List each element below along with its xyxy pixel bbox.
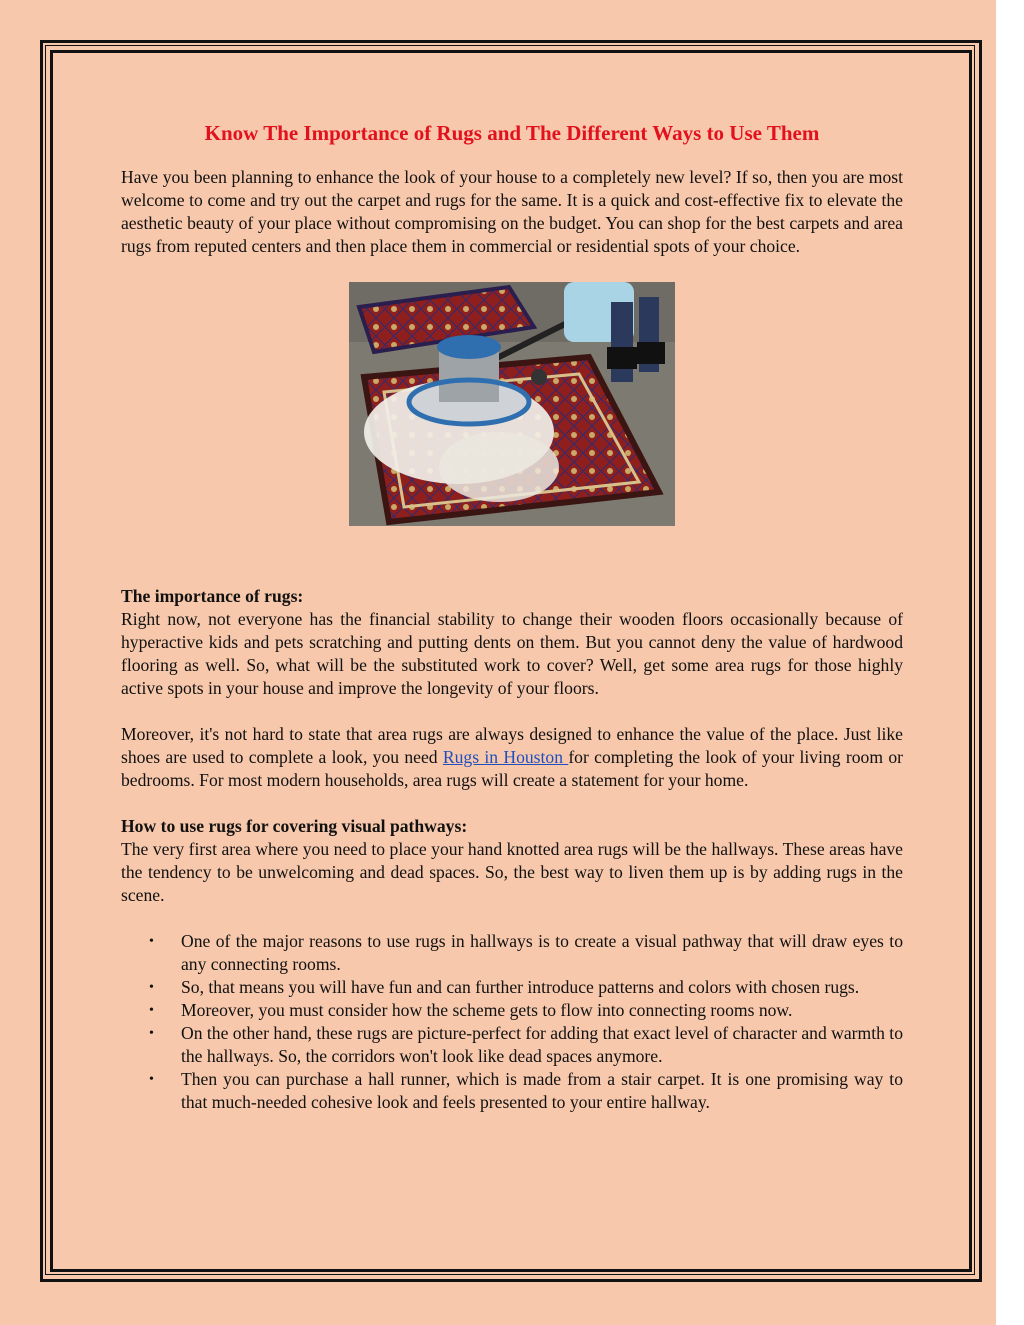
section-heading-pathways: How to use rugs for covering visual pathways: <box>121 816 468 836</box>
list-item: • One of the major reasons to use rugs in hallways is to create a visual pathway that will draw eyes to any connecting rooms. <box>149 931 903 974</box>
rug-cleaning-icon <box>349 282 675 526</box>
bullet-icon: • <box>149 1003 154 1018</box>
pathways-paragraph: The very first area where you need to place your hand knotted area rugs will be the hallways. These areas have the tendency to be unwelcoming and dead spaces. So, the best way to liven them up is by adding rugs in the scene. <box>121 839 903 905</box>
statement-paragraph <box>121 723 903 792</box>
list-item: • Moreover, you must consider how the scheme gets to flow into connecting rooms now. <box>149 1000 793 1020</box>
list-item: • Then you can purchase a hall runner, which is made from a stair carpet. It is one promising way to that much-needed cohesive look and feels presented to your entire hallway. <box>149 1069 903 1112</box>
rug-cleaning-photo <box>121 282 903 562</box>
intro-paragraph: Have you been planning to enhance the look of your house to a completely new level? If so, then you are most welcome to come and try out the carpet and rugs for the same. It is a quick and cost-effective fix to elevate the aesthetic beauty of your place without compromising on the budget. You can shop for the best carpets and area rugs from reputed centers and then place them in commercial or residential spots of your choice. <box>121 167 903 256</box>
hallway-tips-list <box>121 930 903 1114</box>
list-item: • On the other hand, these rugs are picture-perfect for adding that exact level of character and warmth to the hallways. So, the corridors won't look like dead spaces anymore. <box>149 1023 903 1066</box>
rugs-in-houston-link[interactable]: Rugs in Houston <box>442 747 569 767</box>
section-heading-importance: The importance of rugs: <box>121 586 304 606</box>
document-body <box>121 118 903 1114</box>
statement-text-after: for completing the look of your living room or bedrooms. For most modern households, area rugs will create a statement for your home. <box>121 747 903 790</box>
statement-text-before: Moreover, it's not hard to state that area rugs are always designed to enhance the value of the place. Just like shoes are used to complete a look, you need <box>121 724 903 767</box>
importance-paragraph: Right now, not everyone has the financial stability to change their wooden floors occasionally because of hyperactive kids and pets scratching and putting dents on them. But you cannot deny the value of hardwood flooring as well. So, what will be the substituted work to cover? Well, get some area rugs for those highly active spots in your house and improve the longevity of your floors. <box>121 609 903 698</box>
list-item: • So, that means you will have fun and can further introduce patterns and colors with chosen rugs. <box>149 977 860 997</box>
bullet-icon: • <box>149 934 154 949</box>
page-title: Know The Importance of Rugs and The Different Ways to Use Them <box>204 121 820 145</box>
bullet-icon: • <box>149 980 154 995</box>
bullet-icon: • <box>149 1026 154 1041</box>
bullet-icon: • <box>149 1072 154 1087</box>
